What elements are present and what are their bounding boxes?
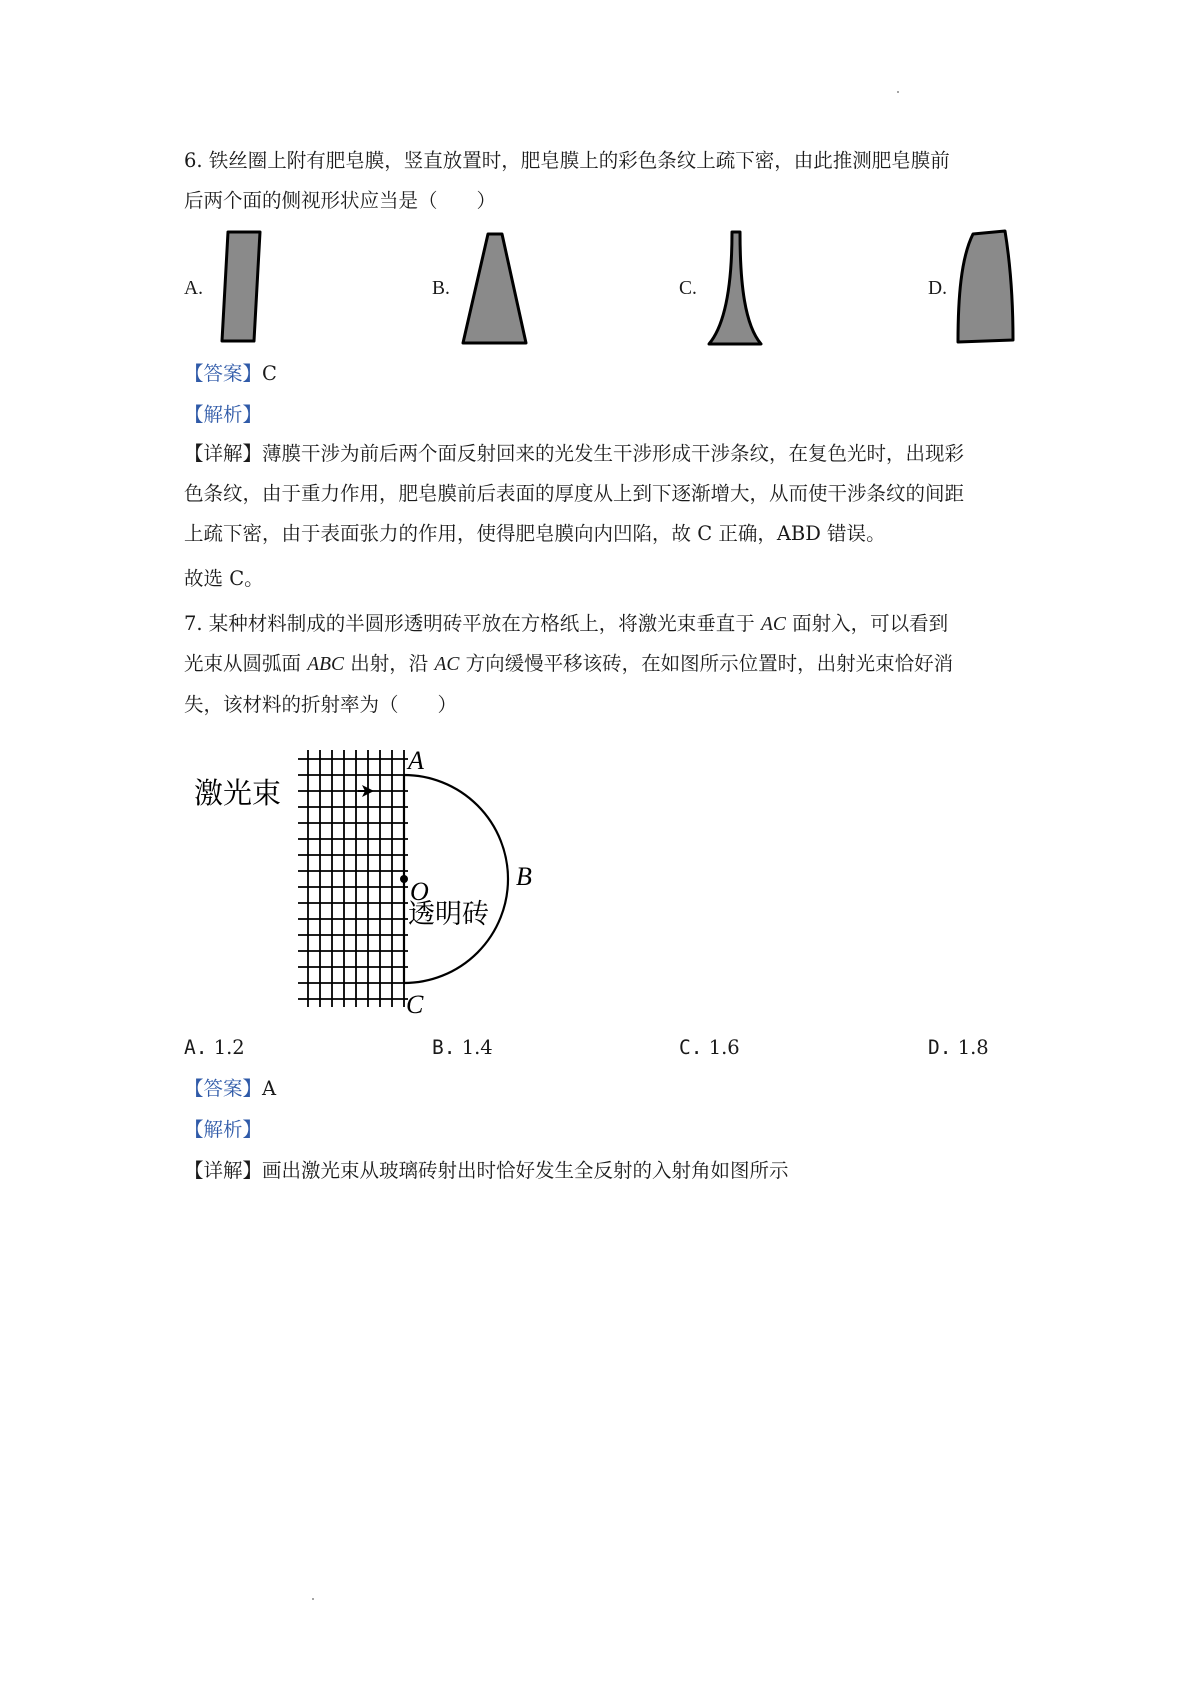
q6-detail-line1 — [184, 440, 964, 468]
q6-option-c-label: C. — [679, 278, 697, 299]
q7-option-c-value: 1.6 — [708, 1036, 740, 1059]
q7-answer-tag: 【答案】 — [184, 1077, 263, 1100]
q7-symbol-ac: AC — [761, 614, 786, 635]
q7-option-c-label: C. — [679, 1036, 703, 1059]
q7-option-a-label: A. — [184, 1036, 208, 1059]
q6-answer-value: C — [262, 362, 277, 385]
q6-option-a-label: A. — [184, 278, 203, 299]
q7-stem-line2 — [184, 650, 953, 679]
q6-detail-text1: 薄膜干涉为前后两个面反射回来的光发生干涉形成干涉条纹，在复色光时，出现彩 — [262, 442, 965, 465]
q7-stem-line2-c: 方向缓慢平移该砖，在如图所示位置时，出射光束恰好消 — [465, 652, 954, 675]
q6-stem-line1: 6. 铁丝圈上附有肥皂膜，竖直放置时，肥皂膜上的彩色条纹上疏下密，由此推测肥皂膜前 — [184, 149, 950, 172]
q7-option-b-label: B. — [432, 1036, 456, 1059]
q7-option-d-label: D. — [928, 1036, 952, 1059]
q7-stem-line2-a: 光束从圆弧面 — [184, 652, 302, 675]
q7-option-c — [679, 1034, 740, 1062]
q7-detail-line1 — [184, 1157, 789, 1185]
q7-option-d-value: 1.8 — [957, 1036, 989, 1059]
q7-option-a-value: 1.2 — [213, 1036, 245, 1059]
q7-symbol-abc: ABC — [307, 654, 345, 675]
q7-detail-tag: 【详解】 — [184, 1159, 263, 1182]
q7-analysis-tag: 【解析】 — [184, 1118, 263, 1141]
scan-speck-bottom — [312, 1598, 314, 1600]
q6-answer-tag: 【答案】 — [184, 362, 263, 385]
q7-option-a — [184, 1034, 245, 1062]
point-b-label: B — [516, 862, 532, 891]
q7-symbol-ac-2: AC — [434, 654, 460, 675]
grid-paper — [298, 750, 408, 1007]
q7-answer — [184, 1075, 276, 1103]
q7-option-b-value: 1.4 — [461, 1036, 493, 1059]
q7-stem-line2-b: 出射，沿 — [350, 652, 429, 675]
q7-option-b — [432, 1034, 493, 1062]
point-a-label: A — [408, 746, 424, 775]
q6-answer — [184, 360, 277, 388]
q6-option-a-figure — [220, 230, 265, 345]
point-o-label: O — [410, 877, 429, 906]
q7-detail-text1: 画出激光束从玻璃砖射出时恰好发生全反射的入射角如图所示 — [262, 1159, 789, 1182]
q7-stem-line1-b: 面射入，可以看到 — [792, 612, 949, 635]
q6-detail-line2: 色条纹，由于重力作用，肥皂膜前后表面的厚度从上到下逐渐增大，从而使干涉条纹的间距 — [184, 482, 965, 505]
point-o-dot — [400, 875, 408, 883]
q6-conclusion: 故选 C。 — [184, 567, 264, 590]
q6-option-d-figure — [955, 228, 1020, 345]
q6-option-b-label: B. — [432, 278, 450, 299]
q7-option-d — [928, 1034, 989, 1062]
q7-answer-value: A — [262, 1077, 277, 1100]
q6-analysis-tag: 【解析】 — [184, 403, 263, 426]
q6-stem-line2: 后两个面的侧视形状应当是（ ） — [184, 189, 497, 212]
scan-speck — [897, 91, 899, 93]
q7-figure — [180, 745, 540, 1025]
q6-option-d-label: D. — [928, 278, 947, 299]
q6-detail-tag: 【详解】 — [184, 442, 263, 465]
q6-option-b-figure — [460, 232, 530, 347]
q6-option-c-figure — [705, 230, 765, 347]
q6-detail-line3: 上疏下密，由于表面张力的作用，使得肥皂膜向内凹陷，故 C 正确，ABD 错误。 — [184, 522, 886, 545]
q7-stem-line3: 失，该材料的折射率为（ ） — [184, 693, 458, 716]
laser-beam-label: 激光束 — [194, 776, 282, 810]
point-c-label: C — [406, 990, 424, 1019]
q7-stem-line1-a: 7. 某种材料制成的半圆形透明砖平放在方格纸上，将激光束垂直于 — [184, 612, 755, 635]
q7-stem-line1 — [184, 610, 948, 639]
brick-label: 透明砖 — [408, 899, 489, 930]
